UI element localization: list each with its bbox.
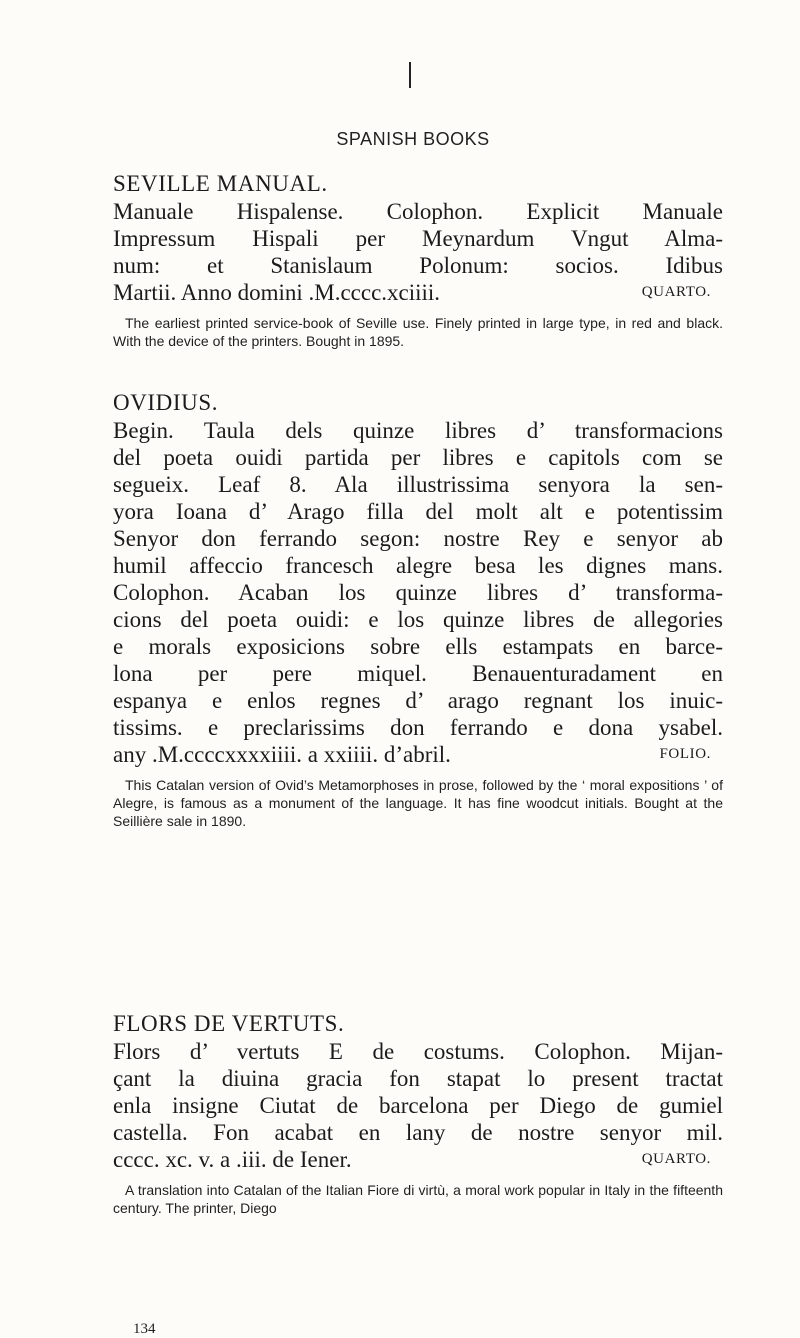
body-line: espanya e enlos regnes d’ arago regnant los inuic- [113, 688, 723, 713]
entry-ovidius [113, 389, 723, 830]
body-line: lona per pere miquel. Benauenturadament en [113, 661, 723, 686]
body-line: Impressum Hispali per Meynardum Vngut Alma- [113, 226, 723, 251]
body-line: cccc. xc. v. a .iii. de Iener. [113, 1147, 352, 1172]
entry-note: A translation into Catalan of the Italian Fiore di virtù, a moral work popular in Italy in the fifteenth century. The printer, Diego [113, 1182, 723, 1216]
format-label: QUARTO. [641, 1151, 711, 1167]
body-line: enla insigne Ciutat de barcelona per Diego de gumiel [113, 1093, 723, 1118]
body-line: Flors d’ vertuts E de costums. Colophon. Mijan- [113, 1039, 723, 1064]
format-label: QUARTO. [641, 284, 711, 300]
body-line: Senyor don ferrando segon: nostre Rey e senyor ab [113, 526, 723, 551]
body-line-last [113, 279, 723, 306]
entry-body [113, 198, 723, 306]
body-line: castella. Fon acabat en lany de nostre senyor mil. [113, 1120, 723, 1145]
entry-body [113, 417, 723, 768]
body-line: segueix. Leaf 8. Ala illustrissima senyora la sen- [113, 472, 723, 497]
body-line: e morals exposicions sobre ells estampats en barce- [113, 634, 723, 659]
entry-note: This Catalan version of Ovid’s Metamorphoses in prose, followed by the ‘ moral expositions ’ of Alegre, is famous as a monument of the language. It has fine woodcut initials. Bought at the Seillière sale in 1890. [113, 777, 723, 829]
entry-seville-manual [113, 170, 723, 350]
catalogue-page [113, 0, 723, 1335]
body-line: Manuale Hispalense. Colophon. Explicit Manuale [113, 199, 723, 224]
entry-heading: SEVILLE MANUAL. [113, 171, 328, 196]
format-label: FOLIO. [659, 746, 711, 762]
body-line: yora Ioana d’ Arago filla del molt alt e potentissim [113, 499, 723, 524]
entry-flors-de-vertuts [113, 1010, 723, 1217]
body-line: cions del poeta ouidi: e los quinze libres de allegories [113, 607, 723, 632]
body-line: çant la diuina gracia fon stapat lo present tractat [113, 1066, 723, 1091]
entry-body [113, 1038, 723, 1173]
body-line: Begin. Taula dels quinze libres d’ transformacions [113, 418, 723, 443]
body-line: del poeta ouidi partida per libres e capitols com se [113, 445, 723, 470]
running-head: SPANISH BOOKS [336, 129, 490, 149]
entry-note: The earliest printed service-book of Seville use. Finely printed in large type, in red and black. With the device of the printers. Bought in 1895. [113, 315, 723, 349]
body-line: num: et Stanislaum Polonum: socios. Idibus [113, 253, 723, 278]
body-line: Martii. Anno domini .M.cccc.xciiii. [113, 280, 441, 305]
body-line: humil affeccio francesch alegre besa les dignes mans. [113, 553, 723, 578]
body-line: any .M.ccccxxxxiiii. a xxiiii. d’abril. [113, 742, 451, 767]
entry-heading: OVIDIUS. [113, 390, 219, 415]
body-line: Colophon. Acaban los quinze libres d’ transforma- [113, 580, 723, 605]
body-line-last [113, 741, 723, 768]
entry-heading: FLORS DE VERTUTS. [113, 1011, 345, 1036]
body-line: tissims. e preclarissims don ferrando e dona ysabel. [113, 715, 723, 740]
page-number: 134 [133, 1321, 156, 1337]
signature-mark [409, 62, 411, 88]
body-line-last [113, 1146, 723, 1173]
